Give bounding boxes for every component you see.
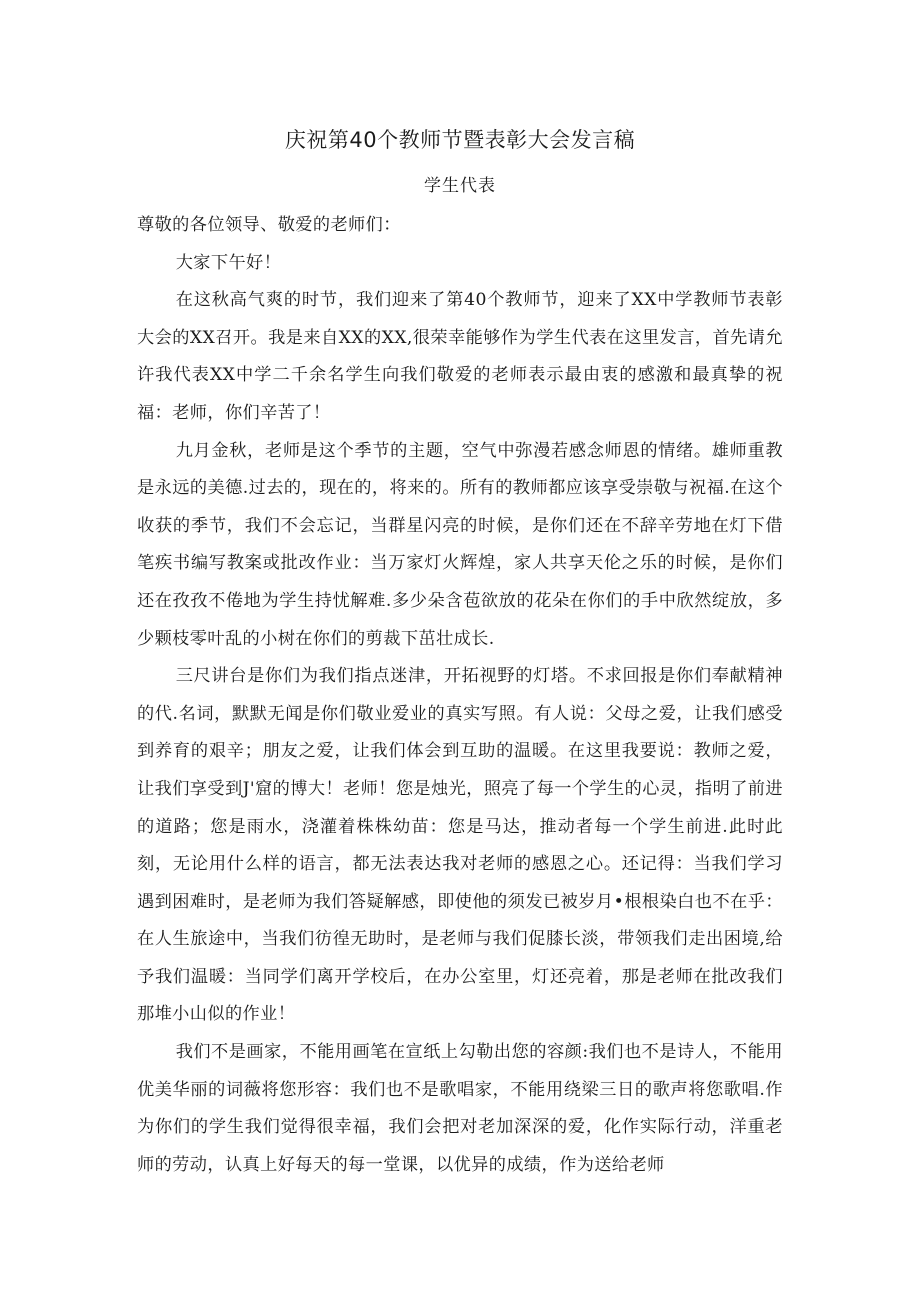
- paragraph-2: 九月金秋，老师是这个季节的主题，空气中弥漫若感念师恩的情绪。雄师重教是永远的美德.过去的，现在的，将来的。所有的教师都应该享受崇敬与祝福.在这个收获的季节，我们不会忘记，当群星闪亮的时候，是你们还在不辞辛劳地在灯下借笔疾书编写教案或批改作业：当万家灯火辉煌，家人共享天伦之乐的时候，是你们还在孜孜不倦地为学生持忧解难.多少朵含苞欲放的花朵在你们的手中欣然绽放，多少颗枝零叶乱的小树在你们的剪裁下茁壮成长.: [137, 440, 783, 649]
- document-title: 庆祝第40个教师节暨表彰大会发言稿: [284, 128, 636, 152]
- paragraph-greeting: 大家下午好！: [175, 252, 282, 273]
- paragraph-4: 我们不是画家，不能用画笔在宣纸上勾勒出您的容颜:我们也不是诗人，不能用优美华丽的词薇将您形容：我们也不是歌唱家，不能用绕梁三日的歌声将您歌唱.作为你们的学生我们觉得很幸福，我们会把对老加深深的爱，化作实际行动，洋重老师的劳动，认真上好每天的每一堂课，以优异的成绩，作为送给老师: [137, 1042, 783, 1175]
- paragraph-1: 在这秋高气爽的时节，我们迎来了第40个教师节，迎来了XX中学教师节表彰大会的XX召开。我是来自XX的XX,很荣幸能够作为学生代表在这里发言，首先请允许我代表XX中学二千余名学生向我们敬爱的老师表示最由衷的感激和最真挚的祝福：老师，你们辛苦了！: [137, 290, 783, 423]
- document-subtitle: 学生代表: [424, 176, 496, 196]
- salutation: 尊敬的各位领导、敬爱的老师们：: [137, 215, 401, 235]
- document-body: [137, 207, 783, 1184]
- paragraph-3: 三尺讲台是你们为我们指点迷津，开拓视野的灯塔。不求回报是你们奉献精神的代.名词，默默无闻是你们敬业爱业的真实写照。有人说：父母之爱，让我们感受到养育的艰辛；朋友之爱，让我们体会到互助的温暖。在这里我要说：教师之爱，让我们享受到J'窟的博大！老师！您是烛光，照亮了每一个学生的心灵，指明了前进的道路；您是雨水，浇灌着株株幼苗：您是马达，推动者每一个学生前进.此时此刻，无论用什么样的语言，都无法表达我对老师的感恩之心。还记得：当我们学习遇到困难时，是老师为我们答疑解感，即使他的须发已被岁月•根根染白也不在乎：在人生旅途中，当我们彷徨无助时，是老师与我们促膝长淡，带领我们走出困境,给予我们温暖：当同学们离开学校后，在办公室里，灯还亮着，那是老师在批改我们那堆小山似的作业！: [137, 666, 783, 1025]
